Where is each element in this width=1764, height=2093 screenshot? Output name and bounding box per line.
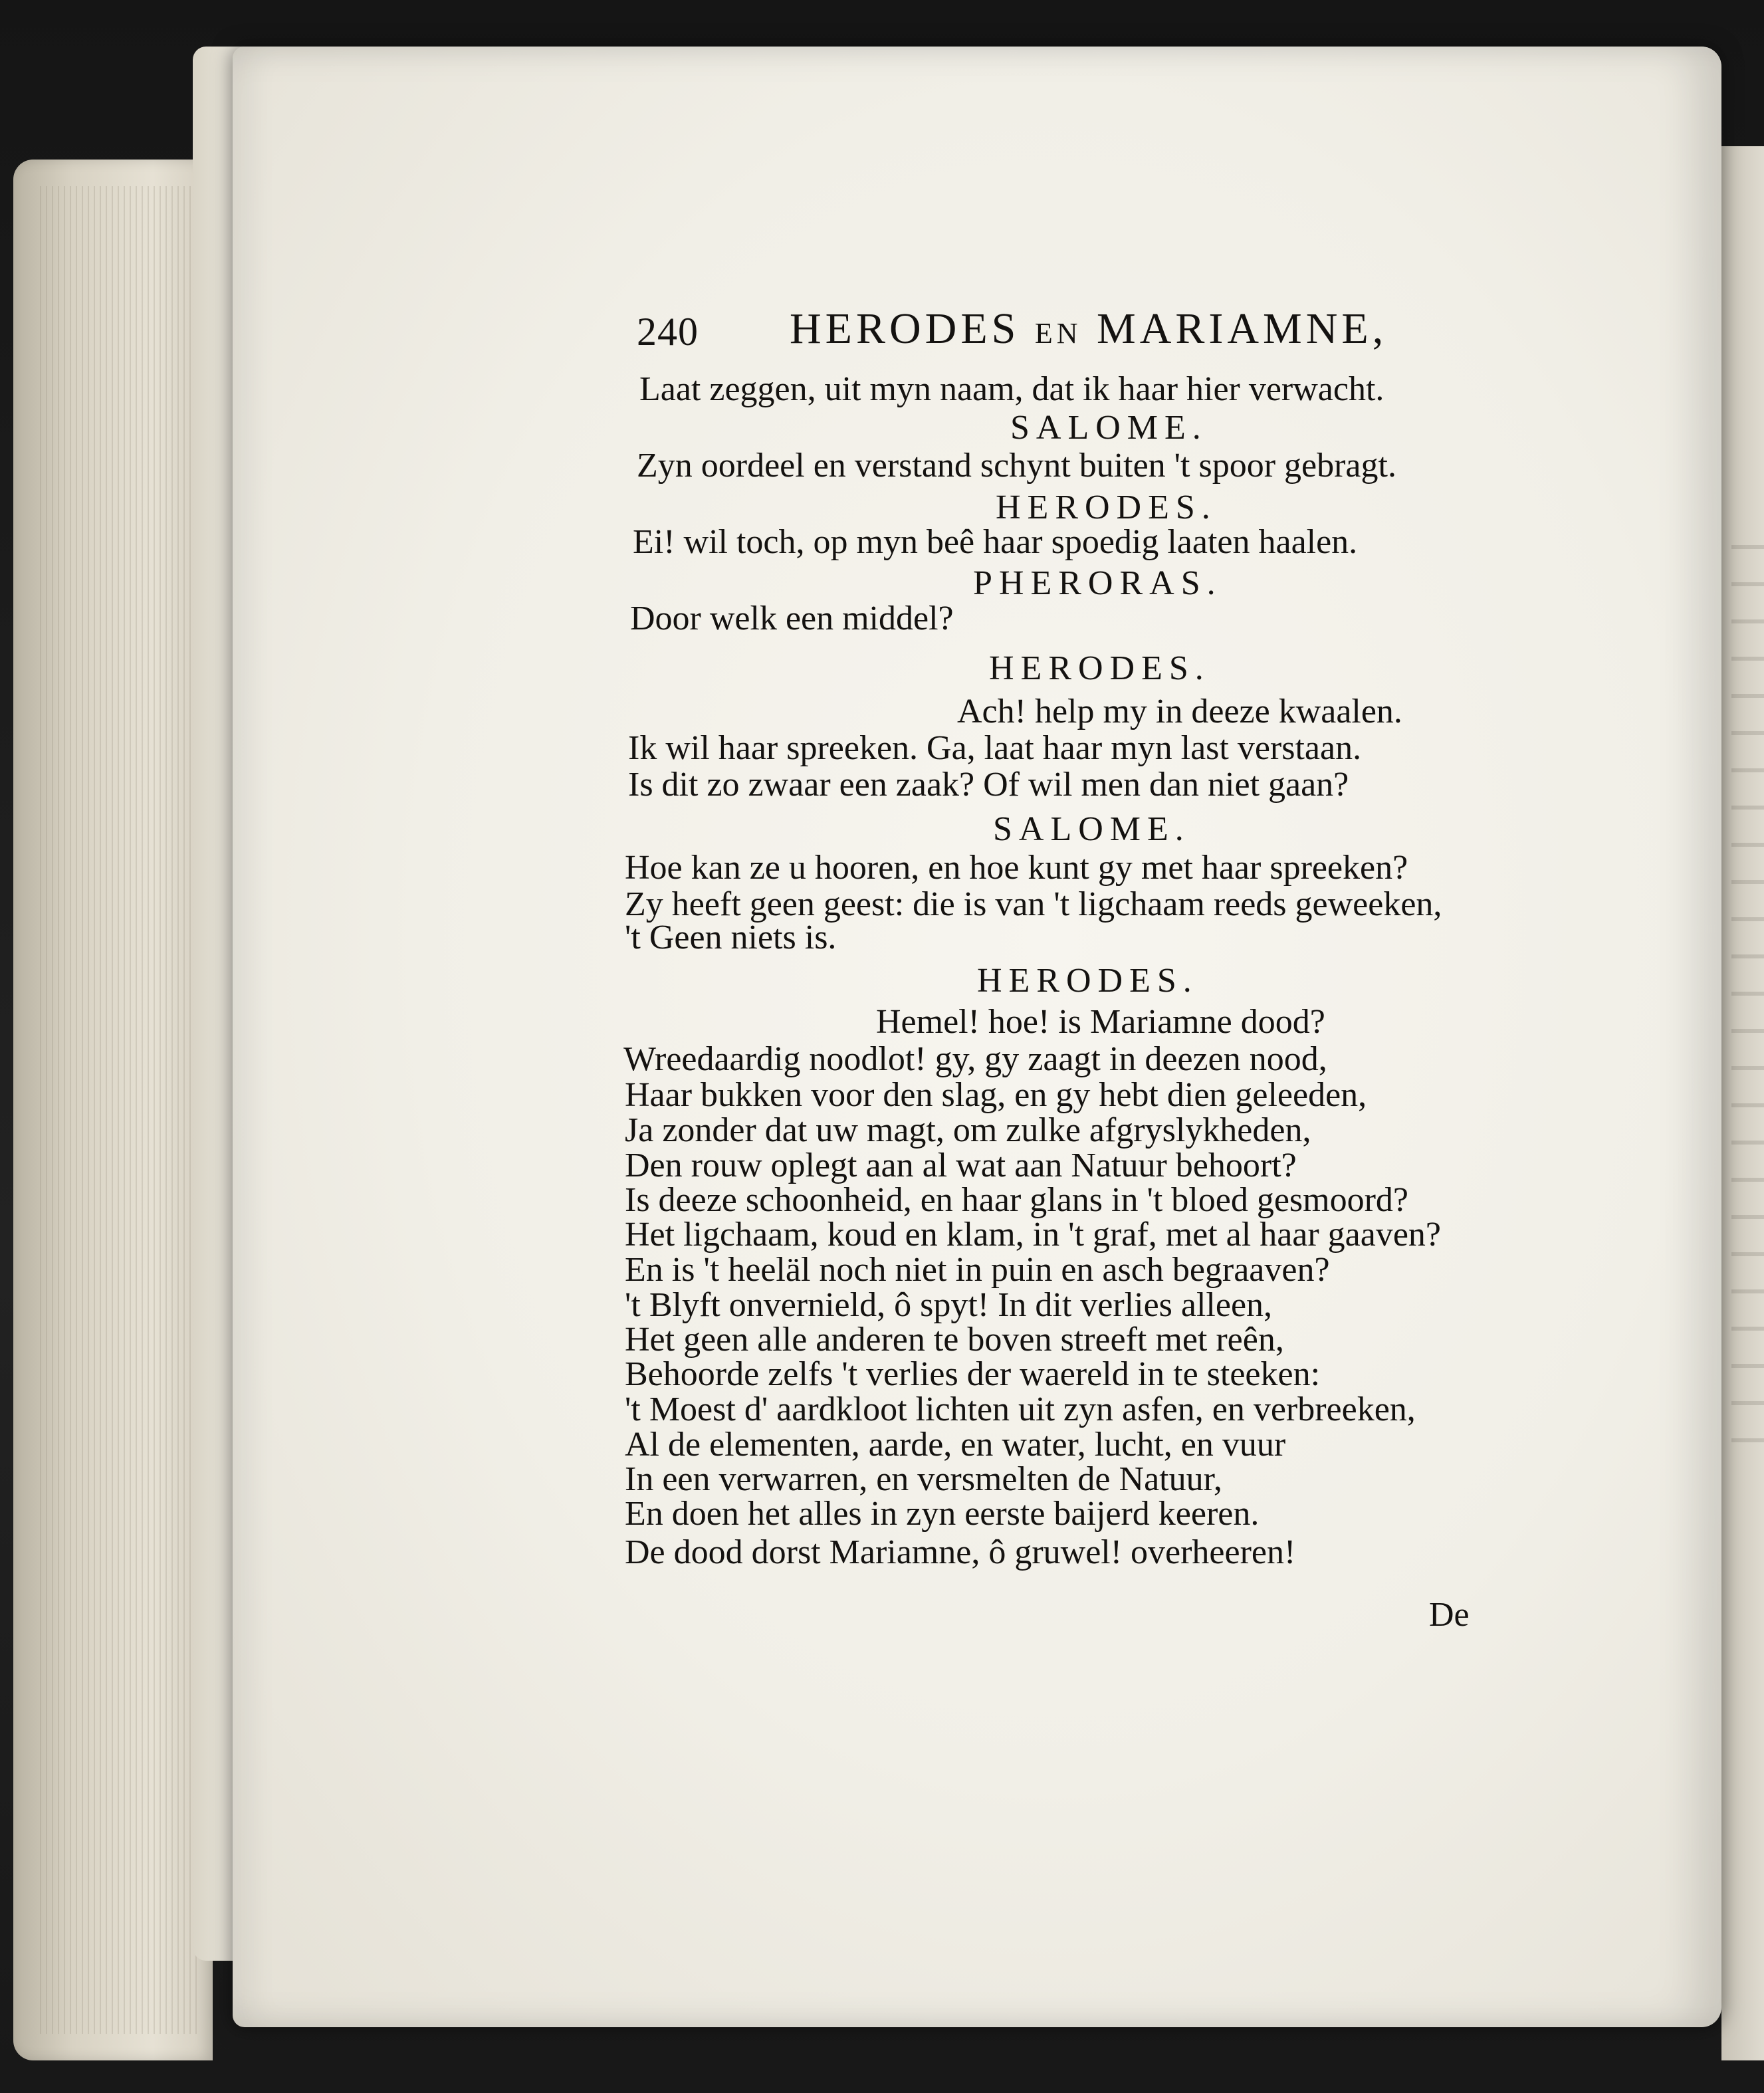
title-part-1: HERODES: [790, 304, 1020, 353]
verse-line: Het geen alle anderen te boven streeft met reên,: [625, 1321, 1284, 1359]
verse-line: Ik wil haar spreeken. Ga, laat haar myn last verstaan.: [628, 729, 1362, 767]
verse-line: In een verwarren, en versmelten de Natuur,: [625, 1460, 1222, 1498]
verse-line: Wreedaardig noodlot! gy, gy zaagt in deezen nood,: [623, 1040, 1327, 1078]
verse-line: Haar bukken voor den slag, en gy hebt dien geleeden,: [625, 1076, 1367, 1114]
speaker-name: SALOME.: [1010, 409, 1208, 447]
speaker-name: PHERORAS.: [973, 564, 1222, 602]
verse-line: Zy heeft geen geest: die is van 't ligchaam reeds geweeken,: [625, 885, 1442, 923]
verse-line: 't Moest d' aardkloot lichten uit zyn asfen, en verbreeken,: [625, 1390, 1416, 1428]
verse-line: Is deeze schoonheid, en haar glans in 't bloed gesmoord?: [625, 1181, 1408, 1219]
verse-line: Den rouw oplegt aan al wat aan Natuur behoort?: [625, 1147, 1297, 1184]
verse-line: Zyn oordeel en verstand schynt buiten 't spoor gebragt.: [637, 447, 1396, 485]
verse-line: 't Blyft onvernield, ô spyt! In dit verlies alleen,: [625, 1286, 1273, 1324]
verse-line: En is 't heeläl noch niet in puin en asch begraaven?: [625, 1251, 1330, 1289]
verse-line: Ach! help my in deeze kwaalen.: [957, 693, 1402, 730]
verse-line: Behoorde zelfs 't verlies der waereld in te steeken:: [625, 1355, 1321, 1393]
catchword: De: [1429, 1596, 1470, 1634]
verse-line: En doen het alles in zyn eerste baijerd keeren.: [625, 1495, 1260, 1533]
speaker-name: HERODES.: [989, 649, 1210, 687]
speaker-name: HERODES.: [977, 962, 1198, 1000]
verse-line: Het ligchaam, koud en klam, in 't graf, met al haar gaaven?: [625, 1216, 1441, 1254]
verse-line: Laat zeggen, uit myn naam, dat ik haar hier verwacht.: [639, 370, 1384, 408]
title-conjunction: EN: [1034, 317, 1082, 350]
speaker-name: SALOME.: [993, 810, 1190, 848]
verse-line: De dood dorst Mariamne, ô gruwel! overheeren!: [625, 1533, 1296, 1571]
verse-line: Is dit zo zwaar een zaak? Of wil men dan niet gaan?: [628, 766, 1349, 804]
speaker-name: HERODES.: [996, 489, 1217, 526]
verse-line: Hoe kan ze u hooren, en hoe kunt gy met haar spreeken?: [625, 849, 1408, 887]
verse-line: Ja zonder dat uw magt, om zulke afgryslykheden,: [625, 1111, 1311, 1149]
verse-line: Ei! wil toch, op myn beê haar spoedig laaten haalen.: [633, 523, 1358, 561]
verse-line: 't Geen niets is.: [625, 919, 837, 956]
page-number: 240: [637, 310, 699, 354]
verse-line: Door welk een middel?: [630, 600, 954, 637]
title-part-2: MARIAMNE,: [1097, 304, 1388, 353]
verse-line: Hemel! hoe! is Mariamne dood?: [876, 1003, 1325, 1041]
verse-line: Al de elementen, aarde, en water, lucht, en vuur: [625, 1426, 1286, 1464]
